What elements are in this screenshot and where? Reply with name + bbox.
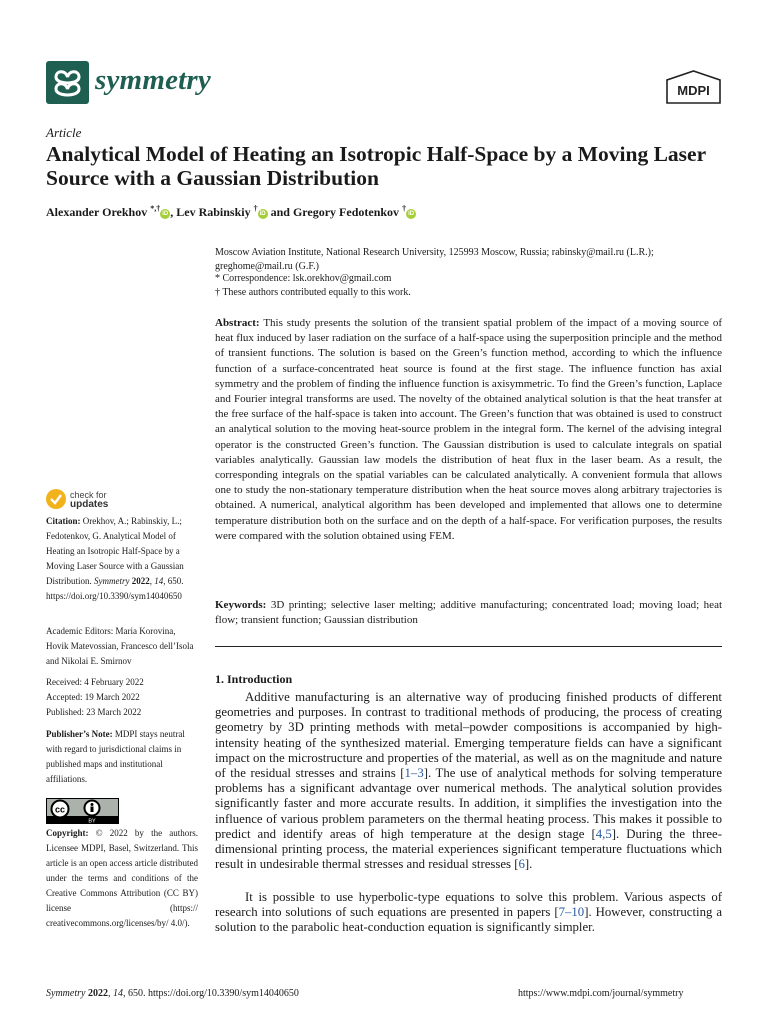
copyright-notice: [46, 826, 198, 931]
accepted-date: Accepted: 19 March 2022: [46, 692, 140, 702]
publication-dates: [46, 675, 198, 720]
correspondence: * Correspondence: lsk.orekhov@gmail.com: [215, 273, 392, 284]
abstract: [215, 316, 722, 544]
footer-volume: 14: [112, 988, 123, 999]
check-for-updates-label[interactable]: updates: [70, 499, 109, 510]
article-type: Article: [46, 125, 82, 140]
keywords-text: 3D printing; selective laser melting; additive manufacturing; concentrated load; moving load; heat flow; transient function; Gaussian distribution: [215, 599, 723, 627]
keywords: [215, 598, 722, 628]
citation-block: Citation: Orekhov, A.; Rabinskiy, L.; Fedotenkov, G. Analytical Model of Heating an Isotropic Half-Space by a Moving Laser Source with a Gaussian Distribution. Symmetry 2022, 14, 650. https://doi.org/10.3390/sym14040650: [46, 516, 184, 601]
cc-by-license-icon[interactable]: [46, 798, 119, 824]
orcid-icon[interactable]: iD: [408, 211, 415, 217]
keywords-label: Keywords:: [215, 599, 267, 611]
check-for-updates-icon[interactable]: [46, 489, 66, 509]
footer-year: 2022: [87, 988, 108, 999]
author-marker: †: [253, 204, 258, 213]
citation-link[interactable]: 7–10: [558, 905, 585, 920]
svg-text:cc: cc: [54, 804, 66, 815]
paper-title: Analytical Model of Heating an Isotropic Half-Space by a Moving Laser Source with a Gaussian Distribution: [46, 142, 706, 190]
abstract-label: Abstract:: [215, 317, 260, 329]
citation-volume: 14: [154, 576, 164, 586]
copyright-text: © 2022 by the authors. Licensee MDPI, Basel, Switzerland. This article is an open access article distributed under the terms and conditions of the Creative Commons Attribution (CC BY) license (https:// creativecommons.org/licenses/by/ 4.0/).: [46, 828, 199, 928]
citation-year: 2022: [131, 576, 150, 586]
citation-link[interactable]: 4,5: [595, 826, 612, 841]
footer-journal: Symmetry: [46, 988, 86, 999]
citation-link[interactable]: 1–3: [404, 766, 424, 781]
author-marker: *,†: [150, 204, 161, 213]
publisher-note-label: Publisher’s Note:: [46, 729, 113, 739]
check-for-updates-label[interactable]: check for: [70, 490, 107, 500]
divider: [215, 646, 722, 647]
author-name[interactable]: Gregory Fedotenkov: [292, 205, 400, 219]
citation-journal: Symmetry: [94, 576, 130, 586]
affiliation: Moscow Aviation Institute, National Research University, 125993 Moscow, Russia; rabinsky@mail.ru (L.R.); greghome@mail.ru (G.F.): [215, 247, 654, 272]
published-date: Published: 23 March 2022: [46, 707, 142, 717]
mdpi-logo-icon: [665, 70, 722, 104]
author-name[interactable]: Lev Rabinskiy: [176, 205, 251, 219]
footer-citation: Symmetry 2022, 14, 650. https://doi.org/10.3390/sym14040650: [46, 988, 299, 999]
svg-text:BY: BY: [88, 818, 96, 824]
footer-journal-url[interactable]: https://www.mdpi.com/journal/symmetry: [518, 988, 684, 999]
publisher-note-text: MDPI stays neutral with regard to jurisdictional claims in published maps and institutional affiliations.: [46, 729, 185, 784]
body-paragraph: [215, 890, 722, 936]
text: ]. During the three-dimensional printing process, the material experiences significant temperature fluctuations which result in undesirable thermal stresses and residual stresses [: [215, 826, 722, 872]
orcid-icon[interactable]: iD: [162, 211, 169, 217]
author-conjunction: and: [270, 205, 290, 219]
footer-doi-link[interactable]: , 650. https://doi.org/10.3390/sym14040650: [122, 988, 299, 999]
publisher-note: [46, 727, 198, 787]
text: It is possible to use hyperbolic-type equations to solve this problem. Various aspects of research into solutions of such equations are presented in papers [: [215, 890, 722, 920]
orcid-icon[interactable]: iD: [259, 211, 266, 217]
equal-contribution-note: † These authors contributed equally to this work.: [215, 287, 411, 298]
citation-text: Orekhov, A.; Rabinskiy, L.; Fedotenkov, G. Analytical Model of Heating an Isotropic Half-Space by a Moving Laser Source with a Gaussian Distribution.: [46, 516, 184, 586]
author-list: Alexander Orekhov *,†iD , Lev Rabinskiy †iD and Gregory Fedotenkov †iD: [46, 204, 415, 219]
citation-label: Citation:: [46, 516, 81, 526]
text: ].: [524, 857, 533, 872]
journal-name: symmetry: [95, 64, 211, 96]
abstract-text: This study presents the solution of the transient spatial problem of the impact of a moving source of heat flux induced by laser radiation on the surface of a half-space using the superposition principle and the method of transient functions. The solution is based on the Green’s function method, according to which the influence function of a surface-concentrated heat source is found at the first stage. The influence function has axial symmetry and the problem of finding the influence function is axisymmetric. To find the Green’s function, Laplace and Fourier integral transforms are used. The novelty of the obtained analytical solution is that the heat transfer at the free surface of the half-space is taken into account. The Green’s function that was obtained is used to construct an analytical solution to the moving heat-source problem in the integral form. The kernel of the advising integral operator is the constructed Green’s function. The Gaussian distribution is used to calculate integrals on spatial variables analytically. Gaussian law models the distribution of heat flux in the laser beam. As a result, the corresponding integrals on the spatial variables can be calculated analytically. A convenient formula that allows one to study the non-stationary temperature distribution when the heat source moves along arbitrary trajectories is obtained. A numerical, analytical algorithm has been developed and implemented that allows one to determine temperature distribution both on the surface and on the depth of a half-space. For verification purposes, the results were compared with the solution obtained using FEM.: [215, 317, 722, 542]
section-heading: 1. Introduction: [215, 672, 293, 686]
text: ]. However, constructing a solution to the parabolic heat-conduction equation is significantly simpler.: [215, 905, 722, 935]
body-paragraph: [215, 690, 722, 872]
citation-link[interactable]: 6: [518, 857, 525, 872]
mdpi-logo-text: MDPI: [677, 83, 710, 98]
citation-doi-link[interactable]: , 650. https://doi.org/10.3390/sym14040650: [46, 576, 184, 601]
academic-editors: Academic Editors: Maria Korovina, Hovik Matevossian, Francesco dell’Isola and Nikolai E. Smirnov: [46, 626, 194, 666]
author-name[interactable]: Alexander Orekhov: [46, 205, 148, 219]
journal-logo-icon: [46, 61, 89, 104]
author-marker: †: [402, 204, 407, 213]
text: ]. The use of analytical methods for solving temperature problems has a significant advantage over numerical methods. The analytical solution provides significantly faster and more accurate results. In addition, it simplifies the investigation into the influence of various problem parameters on the thermal heating process. This makes it possible to predict and identify areas of high temperature at the design stage [: [215, 766, 722, 841]
copyright-label: Copyright:: [46, 828, 89, 838]
received-date: Received: 4 February 2022: [46, 677, 144, 687]
text: Additive manufacturing is an alternative way of producing finished products of different geometries and purposes. In contrast to traditional methods of producing, the process of creating geometry by 3D printing methods with metal–powder compositions is accompanied by high-intensity heating of the synthesized material. Emerging temperature fields can have a significant impact on the microstructure and properties of the material, as well as on the magnitude and nature of the residual stresses and strains [: [215, 690, 722, 781]
